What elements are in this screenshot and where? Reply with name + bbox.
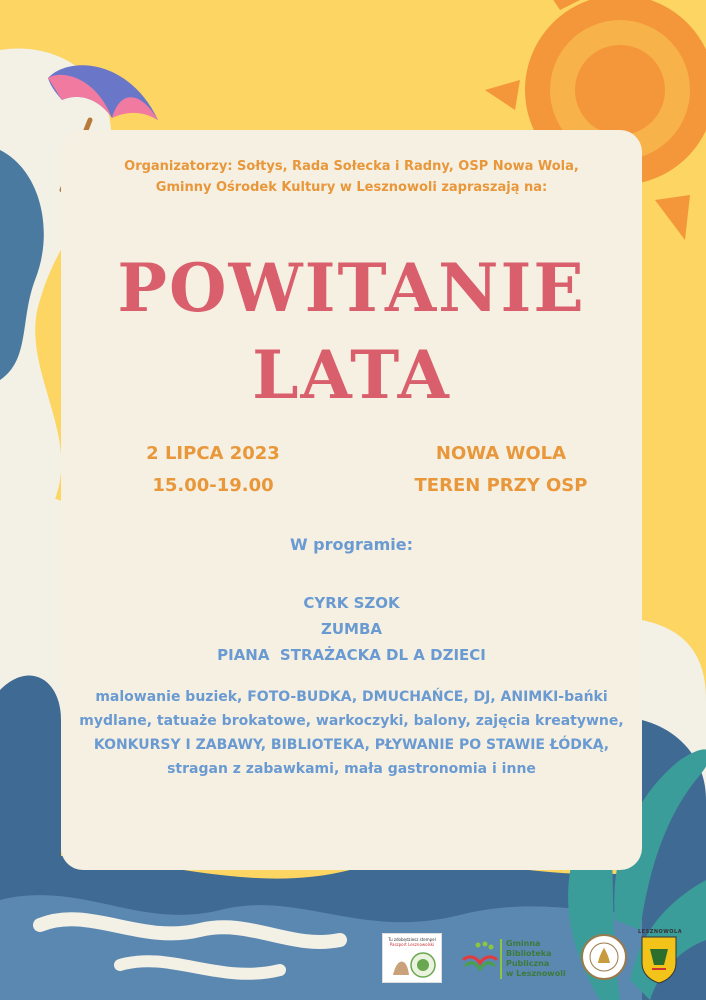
- library-text-2: Biblioteka: [506, 949, 552, 958]
- library-book-icon: [460, 939, 500, 979]
- program-item: CYRK SZOK: [303, 594, 400, 612]
- place-block: [381, 438, 621, 502]
- cultural-center-seal-icon: [580, 933, 628, 981]
- passport-logo: [382, 933, 442, 983]
- event-place: NOWA WOLA: [435, 443, 567, 464]
- library-text-4: w Lesznowoli: [506, 969, 566, 978]
- crest-label: LESZNOWOLA: [638, 929, 683, 935]
- event-hours: 15.00-19.00: [152, 475, 274, 496]
- organizers-line-1: Organizatorzy: Sołtys, Rada Sołecka i Radny, OSP Nowa Wola,: [124, 159, 579, 174]
- extras-line-1: malowanie buziek, FOTO-BUDKA, DMUCHAŃCE, DJ, ANIMKI-bańki: [95, 689, 608, 705]
- passport-text-1: Tu zdobędziesz stempel: [388, 937, 436, 942]
- extras-line-2: mydlane, tatuaże brokatowe, warkoczyki, balony, zajęcia kreatywne,: [79, 713, 624, 729]
- extras-text: [71, 685, 632, 781]
- organizers-line-2: Gminny Ośrodek Kultury w Lesznowoli zapraszają na:: [155, 180, 548, 195]
- title-line-1: POWITANIE: [117, 249, 586, 327]
- program-item: PIANA STRAŻACKA DL A DZIECI: [217, 646, 486, 664]
- title-line-2: LATA: [252, 336, 451, 414]
- date-block: [103, 438, 323, 502]
- extras-line-3: KONKURSY I ZABAWY, BIBLIOTEKA, PŁYWANIE PO STAWIE ŁÓDKĄ,: [93, 737, 610, 753]
- extras-line-4: stragan z zabawkami, mała gastronomia i inne: [167, 761, 536, 777]
- crest-shield-icon: [638, 935, 680, 985]
- program-heading: W programie:: [289, 535, 414, 554]
- event-date: 2 LIPCA 2023: [146, 443, 280, 464]
- organizers-text: [81, 156, 622, 198]
- crest-logo: [638, 929, 683, 987]
- sponsor-logos: [370, 925, 706, 1000]
- library-text-3: Publiczna: [506, 959, 550, 968]
- passport-text-2: Paszport Lesznowolski: [389, 942, 435, 947]
- passport-stamp-icon: [383, 947, 441, 981]
- program-item: ZUMBA: [320, 620, 383, 638]
- content-card: [61, 130, 642, 870]
- event-site: TEREN PRZY OSP: [414, 475, 588, 496]
- library-text-1: Gminna: [506, 939, 541, 948]
- program-list: [61, 590, 642, 668]
- library-logo: [460, 939, 570, 985]
